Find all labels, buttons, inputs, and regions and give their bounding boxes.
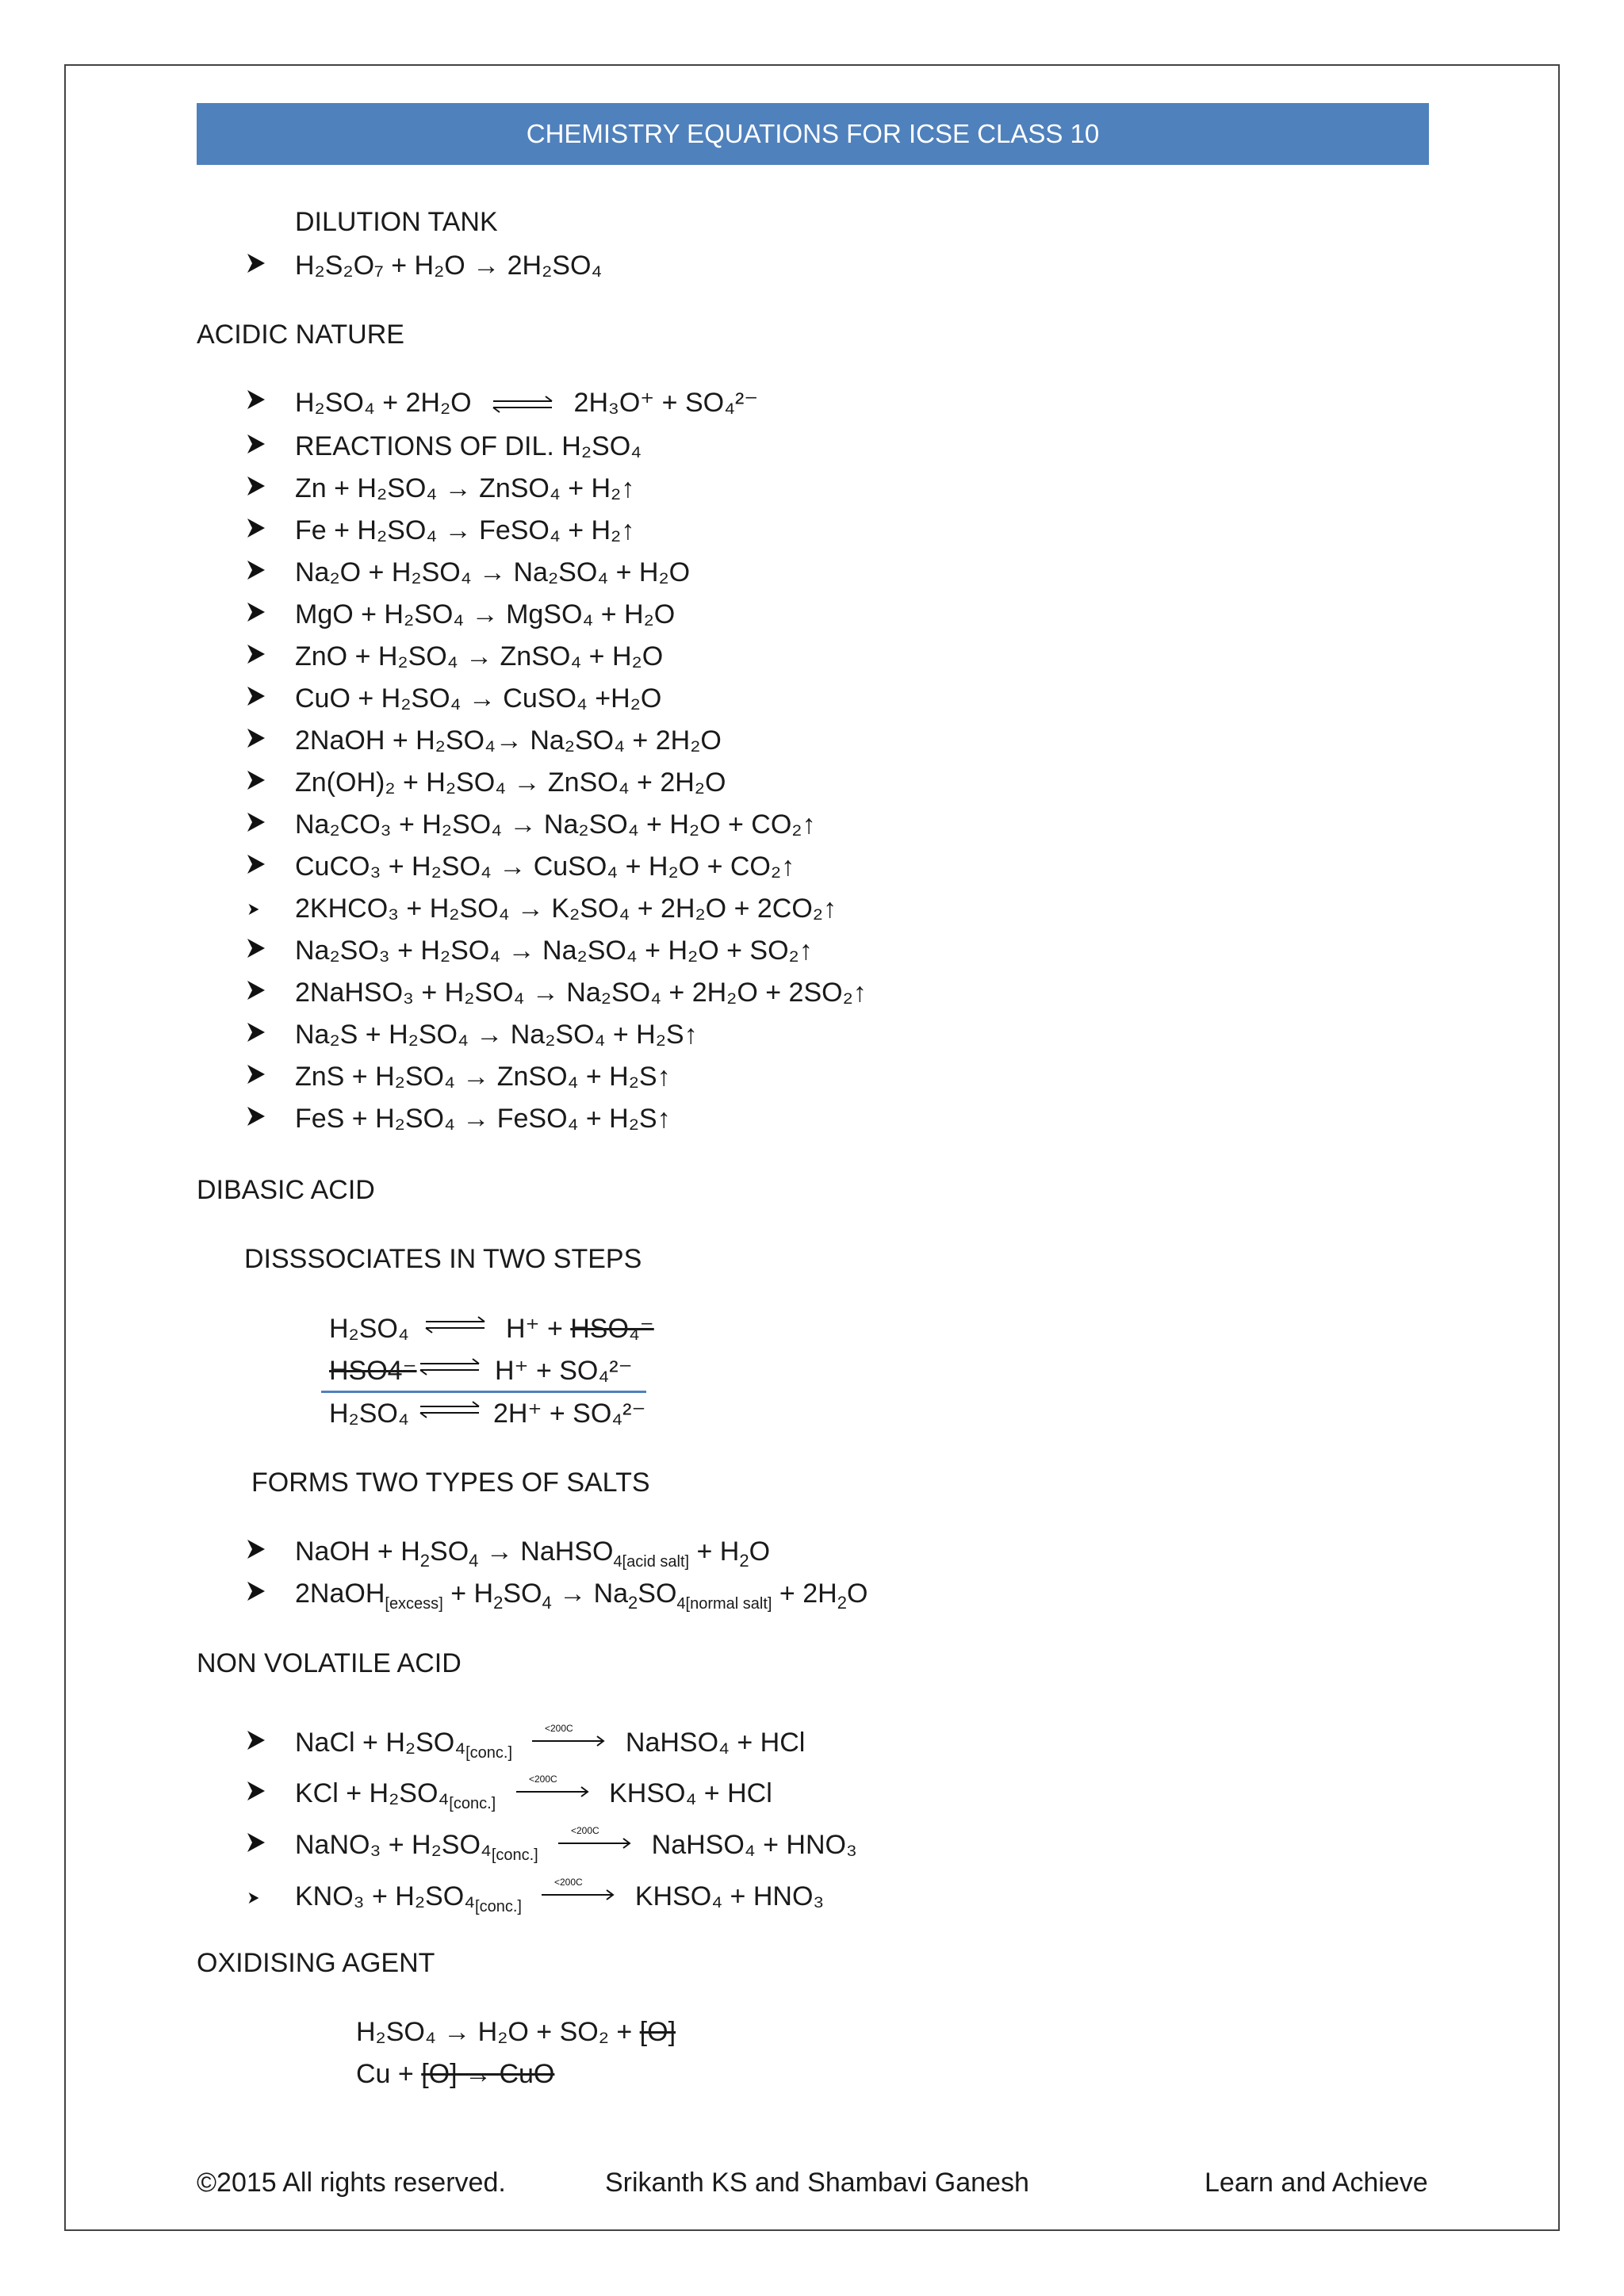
section-non-volatile: NON VOLATILE ACID [197, 1648, 462, 1678]
sum-divider [321, 1391, 646, 1393]
oxidising-eq1-main: H₂SO₄ → H₂O + SO₂ + [356, 2017, 640, 2047]
arrow-bullet-icon [247, 434, 266, 454]
list-item: Zn + H₂SO₄ → ZnSO₄ + H₂↑ [295, 473, 635, 503]
arrow-bullet-icon [247, 389, 266, 410]
section-dibasic-acid: DIBASIC ACID [197, 1175, 375, 1205]
equilibrium-arrow-icon [417, 1401, 482, 1422]
list-item: ZnS + H₂SO₄ → ZnSO₄ + H₂S↑ [295, 1062, 671, 1092]
equation-acid-salt: NaOH + $H_2SO_4$ → NaHSO$_{4[acid salt]}$ + $H_2O$ [295, 1536, 771, 1571]
step2-struck-ion: HSO4⁻ [329, 1356, 417, 1386]
dissociation-net-right: 2H⁺ + SO₄²⁻ [493, 1399, 646, 1429]
equation-left: KCl + H₂SO₄ [295, 1778, 450, 1808]
normal-salt-label: normal salt [690, 1594, 768, 1613]
equation-left: H₂SO₄ + 2H₂O [295, 388, 472, 418]
arrow-bullet-icon [247, 1832, 266, 1853]
conditional-arrow-icon [515, 1774, 591, 1808]
equilibrium-arrow-icon [417, 1358, 482, 1380]
conc-label: [conc.] [491, 1846, 538, 1864]
list-item: Na₂SO₃ + H₂SO₄ → Na₂SO₄ + H₂O + SO₂↑ [295, 936, 813, 966]
equation-non-volatile [295, 1876, 825, 1915]
arrow-bullet-icon [247, 1781, 266, 1801]
list-item: CuO + H₂SO₄ → CuSO₄ +H₂O [295, 683, 662, 714]
list-item: Na₂CO₃ + H₂SO₄ → Na₂SO₄ + H₂O + CO₂↑ [295, 809, 816, 840]
arrow-bullet-icon [247, 560, 266, 580]
arrow-bullet-icon [247, 1581, 266, 1601]
arrow-bullet-icon [247, 253, 266, 274]
arrow-bullet-icon [247, 518, 266, 538]
equilibrium-arrow-icon [490, 388, 555, 420]
arrow-bullet-icon [247, 602, 266, 622]
oxidising-eq2-main: Cu + [356, 2059, 422, 2089]
dissociation-step2-left [329, 1355, 417, 1387]
conditional-arrow-icon [530, 1723, 607, 1757]
arrow-bullet-icon [247, 686, 266, 706]
dissociation-net-left: H₂SO₄ [329, 1399, 409, 1429]
oxidising-equation-2 [356, 2058, 554, 2090]
equation-left: NaNO₃ + H₂SO₄ [295, 1830, 492, 1860]
arrow-condition: <200C [554, 1876, 584, 1888]
equation-left: NaCl + H₂SO₄ [295, 1728, 466, 1758]
list-item: FeS + H₂SO₄ → FeSO₄ + H₂S↑ [295, 1104, 671, 1134]
arrow-bullet-icon [248, 903, 259, 916]
excess-label: excess [389, 1594, 439, 1613]
section-dissociates: DISSSOCIATES IN TWO STEPS [244, 1244, 642, 1274]
arrow-bullet-icon [247, 980, 266, 1001]
arrow-bullet-icon [247, 1022, 266, 1043]
dissociation-step1-right [506, 1313, 654, 1345]
arrow-bullet-icon [247, 812, 266, 832]
list-item: 2NaHSO₃ + H₂SO₄ → Na₂SO₄ + 2H₂O + 2SO₂↑ [295, 978, 867, 1008]
arrow-bullet-icon [248, 1892, 259, 1904]
equation-right: KHSO₄ + HCl [609, 1778, 772, 1808]
footer-copyright: ©2015 All rights reserved. [197, 2168, 506, 2198]
list-item: Na₂S + H₂SO₄ → Na₂SO₄ + H₂S↑ [295, 1020, 698, 1050]
equation-left: KNO₃ + H₂SO₄ [295, 1881, 476, 1911]
equation-right: NaHSO₄ + HCl [625, 1728, 806, 1758]
struck-oxygen: [O] [639, 2017, 676, 2047]
arrow-bullet-icon [247, 1106, 266, 1127]
struck-arrow: → [457, 2059, 500, 2089]
equation: H₂S₂O₇ + H₂O → 2H₂SO₄ [295, 251, 603, 281]
arrow-bullet-icon [247, 1539, 266, 1559]
equation-acidic [295, 387, 758, 420]
conditional-arrow-icon [557, 1825, 633, 1859]
arrow-bullet-icon [247, 644, 266, 664]
arrow-condition: <200C [571, 1824, 599, 1836]
step1-ions: H⁺ + [506, 1314, 571, 1344]
arrow-bullet-icon [247, 1064, 266, 1085]
arrow-bullet-icon [247, 854, 266, 874]
equilibrium-arrow-icon [423, 1316, 488, 1337]
list-item: 2NaOH + H₂SO₄→ Na₂SO₄ + 2H₂O [295, 725, 722, 756]
section-oxidising: OXIDISING AGENT [197, 1948, 435, 1978]
page-title: CHEMISTRY EQUATIONS FOR ICSE CLASS 10 [526, 119, 1100, 148]
arrow-bullet-icon [247, 938, 266, 959]
conc-label: [conc.] [475, 1897, 522, 1915]
section-forms-salts: FORMS TWO TYPES OF SALTS [251, 1468, 650, 1498]
list-item: Na₂O + H₂SO₄ → Na₂SO₄ + H₂O [295, 557, 691, 587]
arrow-bullet-icon [247, 728, 266, 748]
arrow-bullet-icon [247, 770, 266, 790]
footer-authors: Srikanth KS and Shambavi Ganesh [605, 2168, 1029, 2198]
arrow-condition: <200C [528, 1773, 557, 1785]
list-item: Zn(OH)₂ + H₂SO₄ → ZnSO₄ + 2H₂O [295, 767, 726, 798]
arrow-condition: <200C [545, 1722, 574, 1734]
section-acidic-nature: ACIDIC NATURE [197, 320, 404, 350]
list-item: 2KHCO₃ + H₂SO₄ → K₂SO₄ + 2H₂O + 2CO₂↑ [295, 894, 837, 924]
struck-product: CuO [499, 2059, 555, 2089]
section-dilution-tank: DILUTION TANK [295, 207, 498, 237]
footer-tagline: Learn and Achieve [1205, 2168, 1428, 2198]
conc-label: [conc.] [465, 1743, 512, 1762]
equation-right: 2H₃O⁺ + SO₄²⁻ [573, 388, 759, 418]
equation-non-volatile [295, 1824, 857, 1864]
page-header [197, 103, 1429, 165]
list-item: Fe + H₂SO₄ → FeSO₄ + H₂↑ [295, 515, 635, 545]
equation-normal-salt: 2NaOH$_{[excess]}$ + $H_2SO_4 \to Na_2SO_{4[normal salt]} + 2H_2O$ [295, 1578, 868, 1613]
oxidising-equation-1 [356, 2016, 676, 2048]
dissociation-step1-left: H₂SO₄ [329, 1314, 409, 1344]
equation-non-volatile [295, 1773, 772, 1812]
equation-right: NaHSO₄ + HNO₃ [651, 1830, 857, 1860]
acid-salt-label: acid salt [626, 1552, 685, 1571]
list-item: MgO + H₂SO₄ → MgSO₄ + H₂O [295, 599, 676, 629]
list-item: ZnO + H₂SO₄ → ZnSO₄ + H₂O [295, 641, 664, 672]
conditional-arrow-icon [540, 1877, 616, 1911]
struck-oxygen: [O] [421, 2059, 458, 2089]
step1-struck-ion: HSO₄⁻ [570, 1314, 654, 1344]
conc-label: [conc.] [449, 1794, 496, 1812]
equation-non-volatile [295, 1722, 806, 1762]
dissociation-step2-right: H⁺ + SO₄²⁻ [495, 1356, 633, 1386]
arrow-bullet-icon [247, 476, 266, 496]
section-reactions-dil: REACTIONS OF DIL. H₂SO₄ [295, 431, 642, 461]
arrow-bullet-icon [247, 1730, 266, 1751]
list-item: CuCO₃ + H₂SO₄ → CuSO₄ + H₂O + CO₂↑ [295, 851, 795, 882]
equation-right: KHSO₄ + HNO₃ [634, 1881, 825, 1911]
